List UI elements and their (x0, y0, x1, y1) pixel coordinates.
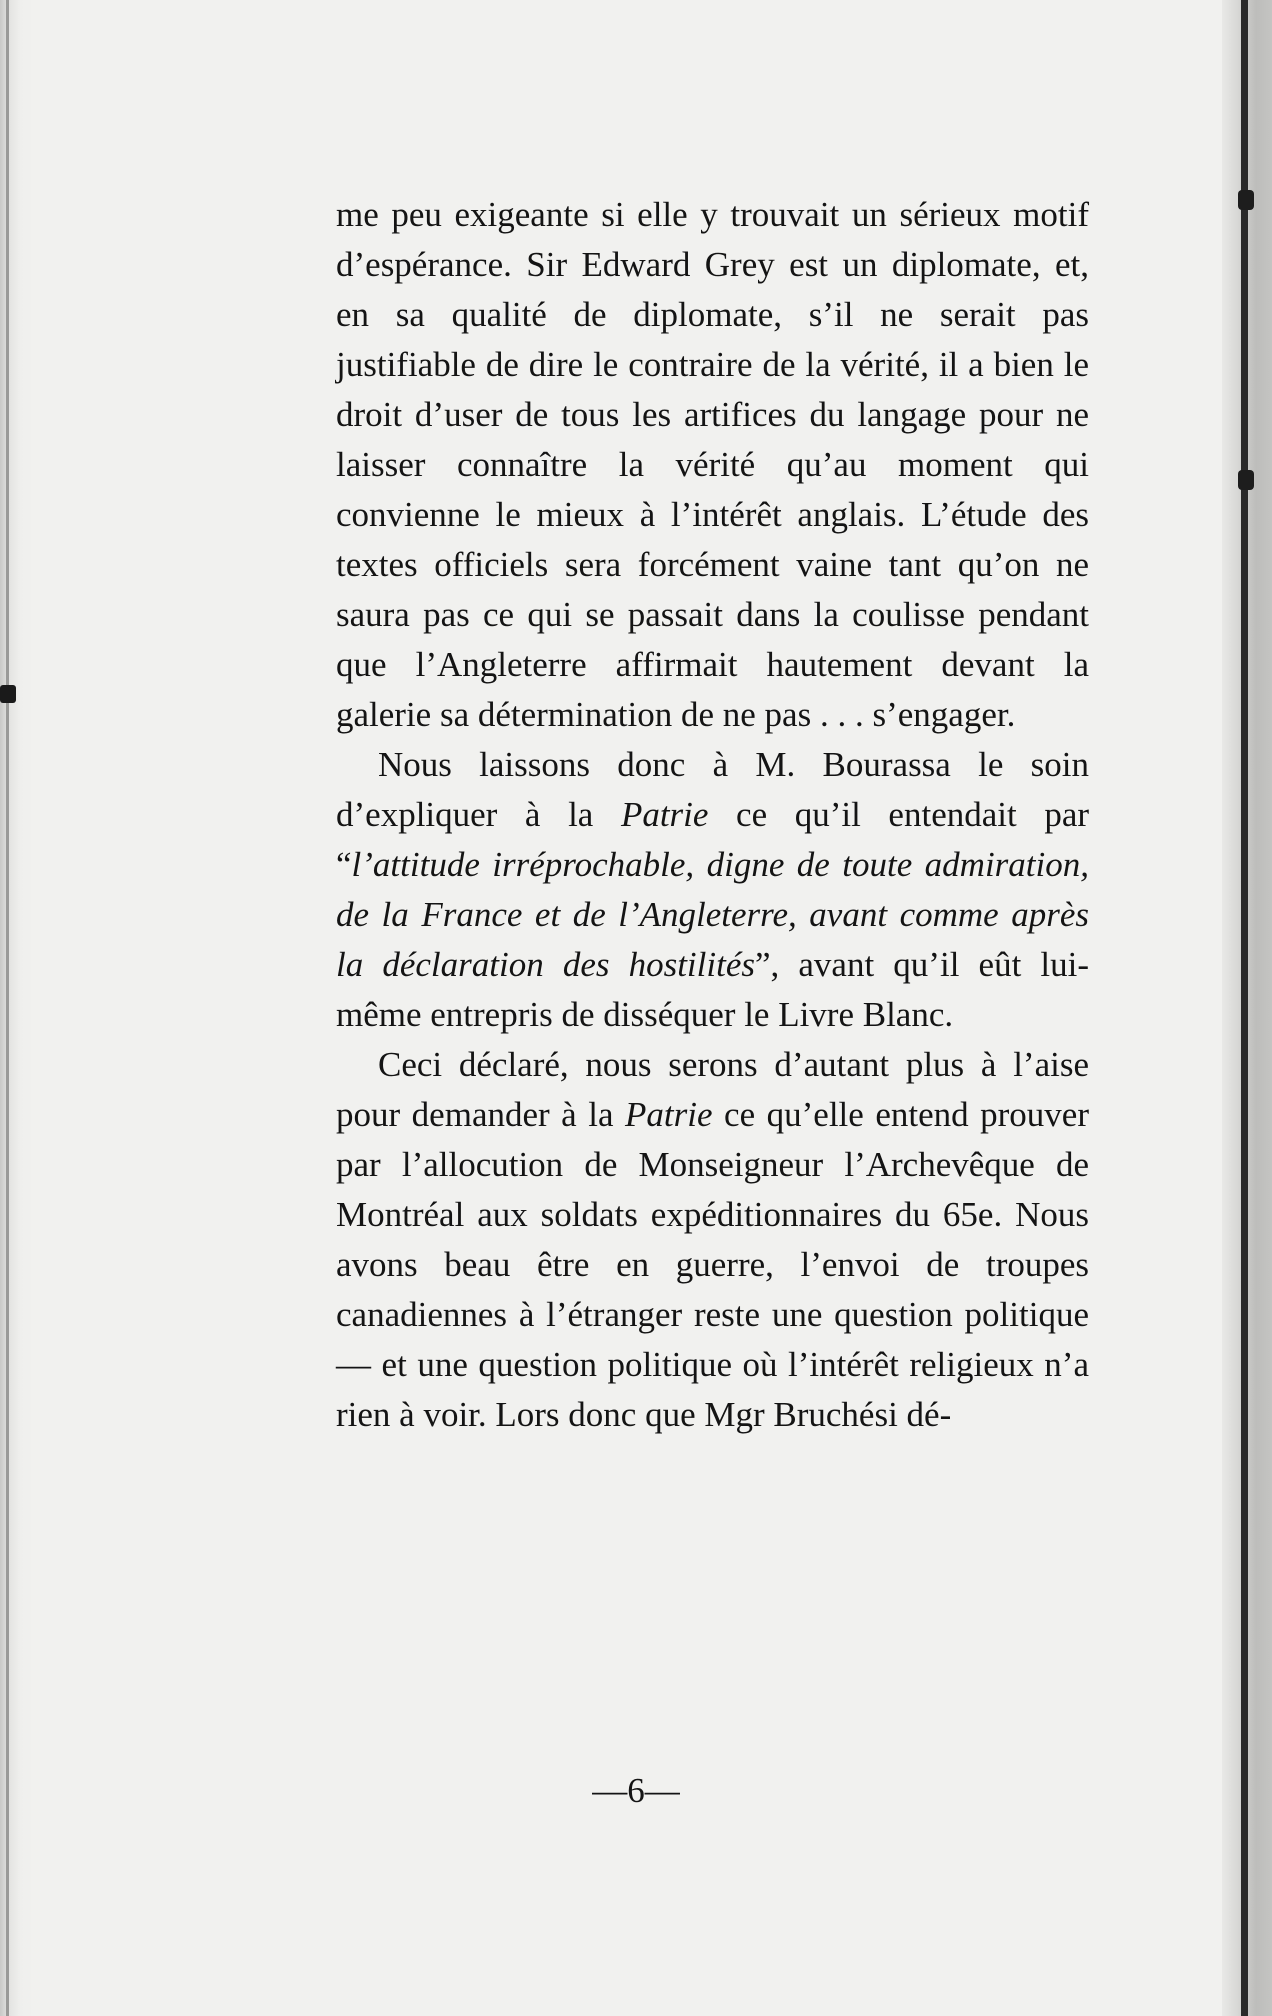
scan-right-binding-mark (1238, 190, 1254, 210)
scan-right-border-line (1241, 0, 1248, 2016)
paragraph (336, 1040, 1089, 1440)
text-run: Ceci déclaré, nous serons d’autant plus à l’aise pour demander à la (336, 1045, 1089, 1134)
text-run: ce qu’il entendait par “ (336, 795, 1090, 884)
text-run: me peu exigeante si elle y trouvait un sérieux motif d’espérance. Sir Edward Grey est un diplomate, et, en sa qualité de diplomate, s’il ne serait pas justifiable de dire le contraire de la vérité, il a bien le droit d’user de tous les artifices du langage pour ne laisser connaître la vérité qu’au moment qui convienne le mieux à l’intérêt anglais. L’étude des textes officiels sera forcément vaine tant qu’on ne saura pas ce qui se passait dans la coulisse pendant que l’Angleterre affirmait hautement devant la galerie sa détermination de ne pas . . . s’engager. (336, 195, 1089, 734)
text-run: Nous laissons donc à M. Bourassa le soin d’expliquer à la (336, 745, 1089, 834)
paragraph (336, 190, 1089, 740)
paragraph (336, 740, 1089, 1040)
page-body-text (336, 190, 1089, 1440)
page-number: —6— (592, 1771, 680, 1810)
italic-text-run: Patrie (620, 795, 709, 834)
italic-text-run: Patrie (625, 1095, 713, 1134)
text-run: ce qu’elle entend prouver par l’allocution de Monseigneur l’Archevêque de Montréal aux soldats expéditionnaires du 65e. Nous avons beau être en guerre, l’envoi de troupes canadiennes à l’étranger reste une question politique — et une question politique où l’intérêt religieux n’a rien à voir. Lors donc que Mgr Bruchési dé- (336, 1095, 1089, 1434)
italic-text-run: l’attitude irréprochable, digne de toute admiration, de la France et de l’Angleterre, avant comme après la déclaration des hostilités (336, 845, 1089, 984)
scan-right-binding-mark (1238, 470, 1254, 490)
scan-left-border-line (6, 0, 9, 2016)
text-run: ”, avant qu’il eût lui-même entrepris de disséquer le Livre Blanc. (336, 945, 1090, 1034)
scan-left-binding-mark (0, 685, 16, 703)
